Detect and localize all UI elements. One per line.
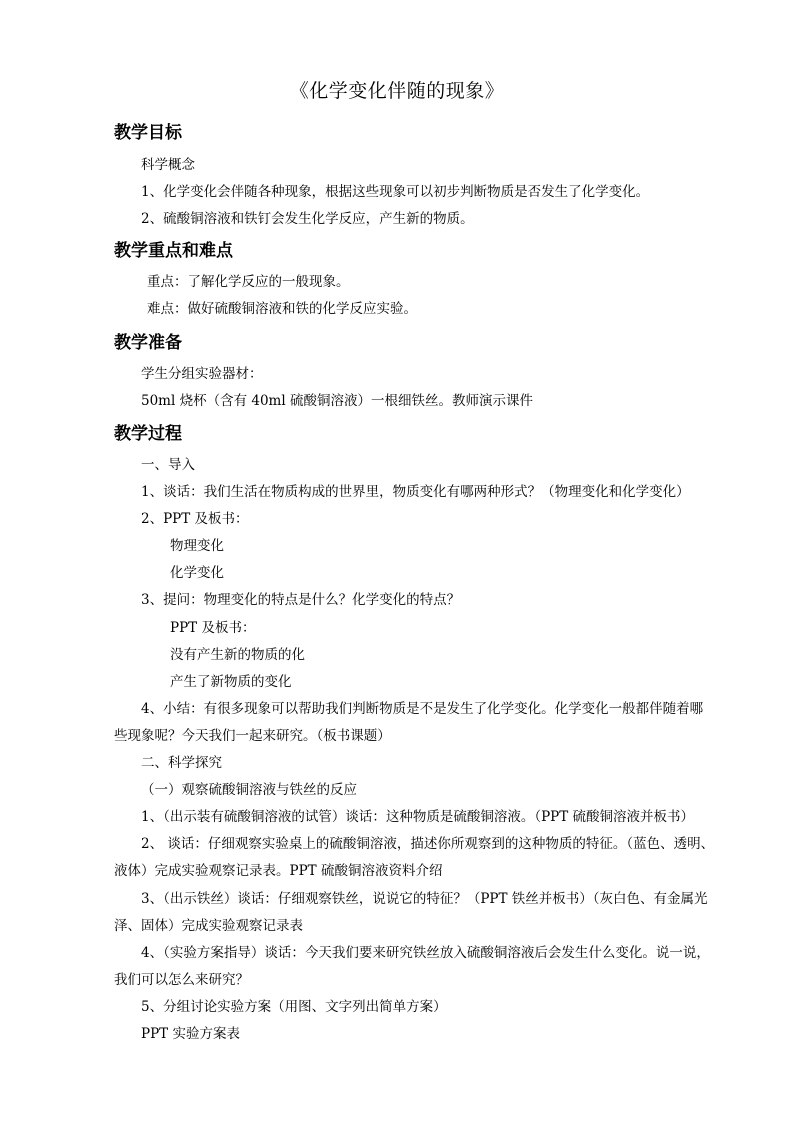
process-line-20: 我们可以怎么来研究？ [114, 972, 249, 988]
process-line-10: 4、小结：有很多现象可以帮助我们判断物质是不是发生了化学变化。化学变化一般都伴随着哪 [141, 701, 704, 717]
process-line-5: 化学变化 [170, 565, 224, 581]
process-line-17: 3、（出示铁丝）谈话：仔细观察铁丝，说说它的特征？（PPT 铁丝并板书）（灰白色、有金属光 [141, 891, 708, 907]
heading-key-points: 教学重点和难点 [114, 241, 233, 261]
key-points-line-1: 重点：了解化学反应的一般现象。 [147, 274, 350, 290]
process-line-7: PPT 及板书： [170, 620, 256, 636]
process-line-9: 产生了新物质的变化 [170, 674, 292, 690]
process-line-14: 1、（出示装有硫酸铜溶液的试管）谈话：这种物质是硫酸铜溶液。（PPT 硫酸铜溶液并板书） [141, 809, 695, 825]
process-line-16: 液体）完成实验观察记录表。PPT 硫酸铜溶液资料介绍 [114, 863, 443, 879]
process-line-19: 4、（实验方案指导）谈话：今天我们要来研究铁丝放入硫酸铜溶液后会发生什么变化。说一说， [141, 945, 710, 961]
process-line-22: PPT 实验方案表 [141, 1026, 240, 1042]
process-line-13: （一）观察硫酸铜溶液与铁丝的反应 [141, 782, 357, 798]
goals-line-1: 科学概念 [141, 157, 195, 173]
process-line-12: 二、科学探究 [141, 755, 222, 771]
process-line-8: 没有产生新的物质的化 [170, 647, 305, 663]
goals-line-2: 1、化学变化会伴随各种现象，根据这些现象可以初步判断物质是否发生了化学变化。 [141, 184, 650, 200]
preparation-line-1: 学生分组实验器材： [141, 366, 263, 382]
process-line-18: 泽、固体）完成实验观察记录表 [114, 918, 303, 934]
process-line-6: 3、提问：物理变化的特点是什么？化学变化的特点？ [141, 592, 461, 608]
preparation-line-2: 50ml 烧杯（含有 40ml 硫酸铜溶液）一根细铁丝。教师演示课件 [141, 393, 533, 409]
key-points-line-2: 难点：做好硫酸铜溶液和铁的化学反应实验。 [147, 301, 417, 317]
heading-goals: 教学目标 [114, 123, 182, 143]
process-line-15: 2、 谈话：仔细观察实验桌上的硫酸铜溶液，描述你所观察到的这种物质的特征。（蓝色、透明、 [141, 836, 715, 852]
heading-process: 教学过程 [114, 424, 182, 444]
heading-preparation: 教学准备 [114, 333, 182, 353]
process-line-1: 一、导入 [141, 457, 195, 473]
process-line-21: 5、分组讨论实验方案（用图、文字列出简单方案） [141, 999, 447, 1015]
document-title: 《化学变化伴随的现象》 [289, 80, 505, 102]
process-line-2: 1、谈话：我们生活在物质构成的世界里，物质变化有哪两种形式？（物理变化和化学变化） [141, 484, 690, 500]
goals-line-3: 2、硫酸铜溶液和铁钉会发生化学反应，产生新的物质。 [141, 211, 474, 227]
process-line-3: 2、PPT 及板书： [141, 511, 249, 527]
process-line-11: 些现象呢？今天我们一起来研究。（板书课题） [114, 728, 391, 744]
process-line-4: 物理变化 [170, 538, 224, 554]
